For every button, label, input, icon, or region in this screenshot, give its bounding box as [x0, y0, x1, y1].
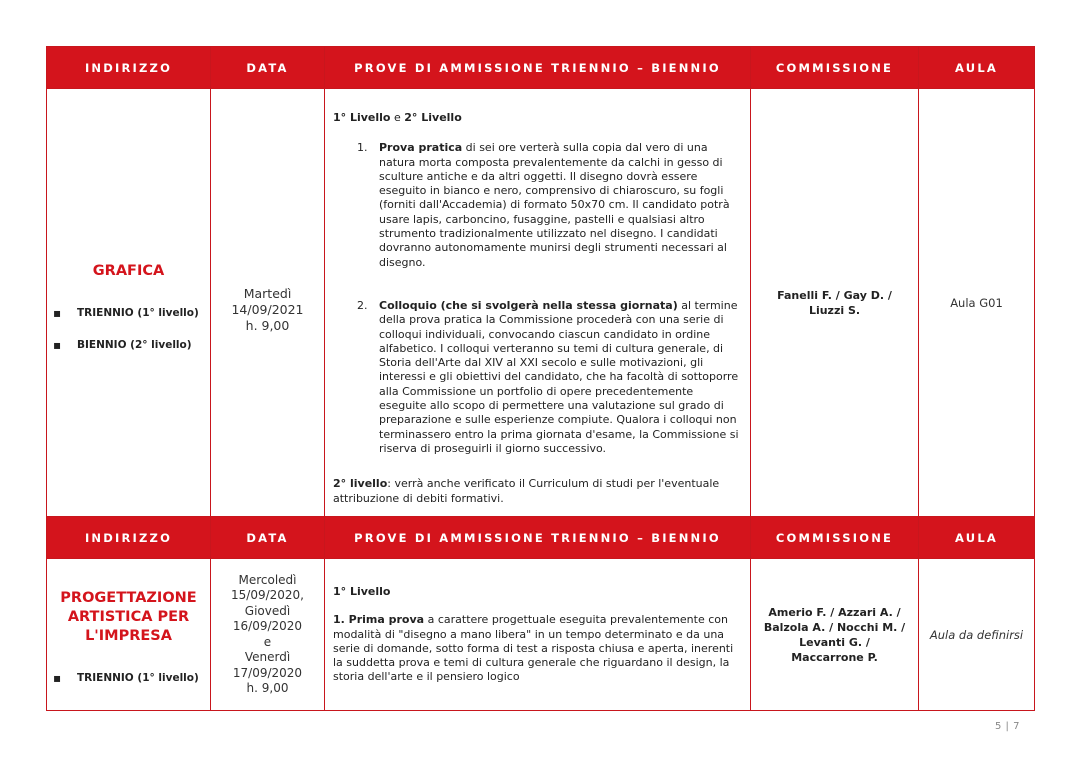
header-data: DATA: [211, 517, 325, 559]
date-cell: [211, 89, 325, 517]
course-title: GRAFICA: [92, 263, 165, 279]
date-line: 16/09/2020: [232, 619, 303, 633]
table-row: [47, 89, 1035, 517]
header-aula: AULA: [919, 47, 1035, 89]
header-prove: PROVE DI AMMISSIONE TRIENNIO – BIENNIO: [325, 47, 751, 89]
date-day: Martedì: [243, 285, 292, 301]
header-indirizzo: INDIRIZZO: [47, 47, 211, 89]
list-item: ▪ TRIENNIO (1° livello): [53, 307, 210, 319]
level-1: 1° Livello: [333, 111, 391, 124]
commission-line: Liuzzi S.: [808, 303, 861, 317]
level-list: [47, 307, 210, 351]
list-item: [333, 141, 742, 270]
exam-step: [333, 613, 742, 684]
course-title-line: PROGETTAZIONE: [60, 590, 197, 606]
header-prove: PROVE DI AMMISSIONE TRIENNIO – BIENNIO: [325, 517, 751, 559]
date-line: h. 9,00: [246, 681, 289, 695]
date-line: Mercoledì: [238, 572, 297, 587]
date-line: e: [263, 634, 272, 649]
commission-line: Amerio F. / Azzari A. /: [768, 605, 901, 619]
level-list: [47, 672, 210, 684]
course-title-line: ARTISTICA PER: [67, 609, 190, 625]
commission-cell: [751, 559, 919, 711]
header-data: DATA: [211, 47, 325, 89]
note-label: 2° livello: [333, 477, 388, 491]
aula-value: Aula da definirsi: [929, 627, 1024, 642]
note-text: : verrà anche verificato il Curriculum di studi per l'eventuale attribuzione di debiti formativi.: [333, 477, 720, 505]
table-row: [47, 559, 1035, 711]
date-cell: [211, 559, 325, 711]
commission-line: Fanelli F. / Gay D. /: [777, 288, 892, 302]
date-time: h. 9,00: [245, 317, 290, 333]
date-value: 14/09/2021: [231, 301, 304, 317]
commission-cell: [751, 89, 919, 517]
date-line: Venerdì: [244, 650, 291, 664]
date-line: 15/09/2020,: [231, 588, 304, 602]
exam-table-grafica: [46, 46, 1035, 517]
item-number: 2.: [357, 298, 368, 312]
level-sep: e: [390, 111, 405, 124]
page-number: 5 | 7: [995, 721, 1020, 732]
aula-cell: [919, 89, 1035, 517]
exam-table-progettazione: [46, 516, 1035, 711]
prove-cell: [325, 559, 751, 711]
course-title: [47, 589, 210, 646]
header-indirizzo: INDIRIZZO: [47, 517, 211, 559]
item-text: al termine della prova pratica la Commissione procederà con una serie di colloqui individuali, convocando ciascun candidato in ordine alfabetico. I colloqui verteranno su temi di cultura generale, di Storia dell'Arte dal XIV al XXI secolo e sulle motivazioni, gli interessi e gli obiettivi del candidato, che ha facoltà di sottoporre alla Commissione un portfolio di opere precedentemente eseguite allo scopo di permettere una valutazione sul grado di preparazione e sulle esperienze compiute. Qualora i colloqui non terminassero entro la prima giornata d'esame, la Commissione si riserva di proseguirli il giorno successivo.: [379, 298, 739, 455]
level-heading: [333, 111, 742, 125]
list-item: ▪ TRIENNIO (1° livello): [53, 672, 210, 684]
date-line: Giovedì: [244, 603, 291, 618]
header-row: [47, 47, 1035, 89]
note: [333, 477, 742, 506]
exam-steps: [333, 141, 742, 456]
header-commissione: COMMISSIONE: [751, 47, 919, 89]
list-item: ▪ BIENNIO (2° livello): [53, 339, 210, 351]
item-number: 1.: [357, 141, 368, 155]
prove-cell: [325, 89, 751, 517]
commission-line: Levanti G. /: [799, 635, 870, 649]
list-item: [333, 299, 742, 456]
aula-value: Aula G01: [950, 295, 1003, 310]
level-2: 2° Livello: [404, 111, 462, 124]
level-1: 1° Livello: [333, 585, 391, 598]
date-line: 17/09/2020: [232, 665, 303, 680]
item-title: Colloquio (che si svolgerà nella stessa giornata): [379, 298, 678, 312]
item-text: a carattere progettuale eseguita prevalentemente con modalità di "disegno a mano libera" in un tempo determinato e da una serie di domande, sotto forma di test a risposta chiusa e aperta, inerenti la suddetta prova e temi di cultura generale che riguardano il design, la storia dell'arte e il pensiero logico: [333, 613, 734, 684]
course-title-line: L'IMPRESA: [85, 628, 172, 644]
commission-line: Balzola A. / Nocchi M. /: [763, 620, 906, 634]
level-heading: [333, 585, 742, 599]
header-row: [47, 517, 1035, 559]
header-commissione: COMMISSIONE: [751, 517, 919, 559]
item-title: 1. Prima prova: [333, 613, 425, 627]
commission-line: Maccarrone P.: [791, 650, 878, 664]
aula-cell: [919, 559, 1035, 711]
item-text: di sei ore verterà sulla copia dal vero di una natura morta composta prevalentemente da calchi in gesso di sculture antiche e da altri oggetti. Il disegno dovrà essere eseguito in bianco e nero, comprensivo di chiaroscuro, su fogli (forniti dall'Accademia) di formato 50x70 cm. Il candidato potrà usare lapis, carboncino, fusaggine, pastelli e qualsiasi altro strumento tradizionalmente utilizzato nel disegno. I candidati dovranno autonomamente munirsi degli strumenti necessari al disegno.: [379, 141, 730, 269]
item-title: Prova pratica: [379, 141, 463, 155]
header-aula: AULA: [919, 517, 1035, 559]
indirizzo-cell: [47, 89, 211, 517]
indirizzo-cell: [47, 559, 211, 711]
